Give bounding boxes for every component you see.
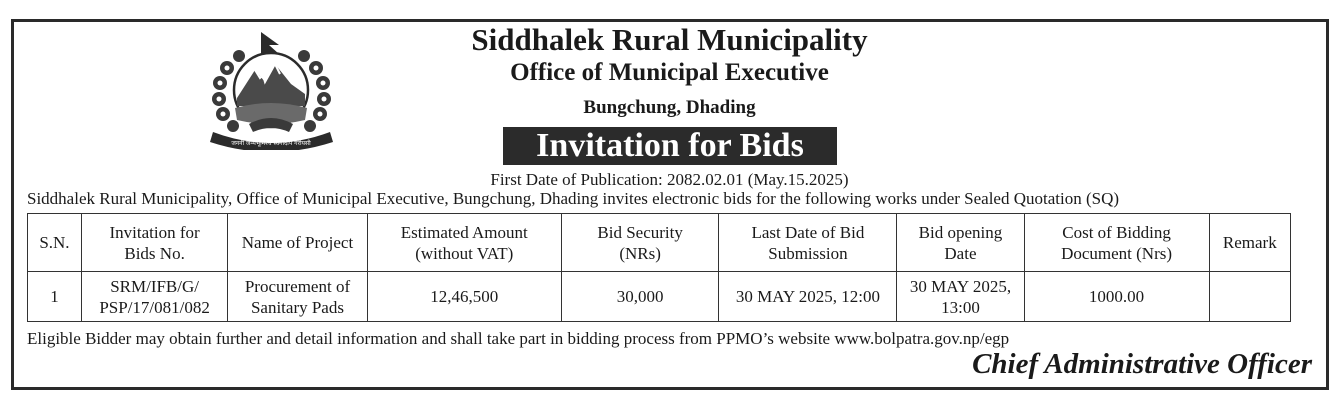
eligibility-note: Eligible Bidder may obtain further and detail information and shall take part in bidding process from PPMO’s website www.bolpatra.gov.np/egp — [27, 329, 1010, 348]
table-row — [28, 272, 1291, 322]
header-opening-date: Bid opening Date — [897, 214, 1024, 272]
publication-date: First Date of Publication: 2082.02.01 (May.15.2025) — [490, 170, 849, 189]
bids-table — [27, 213, 1291, 322]
header-project: Name of Project — [228, 214, 367, 272]
header-remark: Remark — [1209, 214, 1290, 272]
header-cost: Cost of Bidding Document (Nrs) — [1024, 214, 1209, 272]
cell-opening-date: 30 MAY 2025, 13:00 — [897, 272, 1024, 322]
municipality-title: Siddhalek Rural Municipality — [471, 22, 868, 57]
header-ifb-no: Invitation for Bids No. — [81, 214, 227, 272]
cell-sn: 1 — [28, 272, 82, 322]
cell-security: 30,000 — [561, 272, 719, 322]
table-header-row — [28, 214, 1291, 272]
cell-last-date: 30 MAY 2025, 12:00 — [719, 272, 897, 322]
header-last-date: Last Date of Bid Submission — [719, 214, 897, 272]
cell-remark — [1209, 272, 1290, 322]
intro-text: Siddhalek Rural Municipality, Office of Municipal Executive, Bungchung, Dhading invites electronic bids for the following works under Sealed Quotation (SQ) — [27, 189, 1120, 208]
invitation-banner: Invitation for Bids — [503, 127, 837, 165]
cell-cost: 1000.00 — [1024, 272, 1209, 322]
emblem-motto: जननी जन्मभूमिश्च स्वर्गादपि गरीयसी — [231, 140, 311, 147]
office-title: Office of Municipal Executive — [510, 59, 829, 86]
cell-ifb-no: SRM/IFB/G/ PSP/17/081/082 — [81, 272, 227, 322]
location-title: Bungchung, Dhading — [583, 97, 756, 118]
cell-project: Procurement of Sanitary Pads — [228, 272, 367, 322]
header-amount: Estimated Amount (without VAT) — [367, 214, 561, 272]
header-sn: S.N. — [28, 214, 82, 272]
header-security: Bid Security (NRs) — [561, 214, 719, 272]
cell-amount: 12,46,500 — [367, 272, 561, 322]
signatory-title: Chief Administrative Officer — [972, 348, 1312, 380]
